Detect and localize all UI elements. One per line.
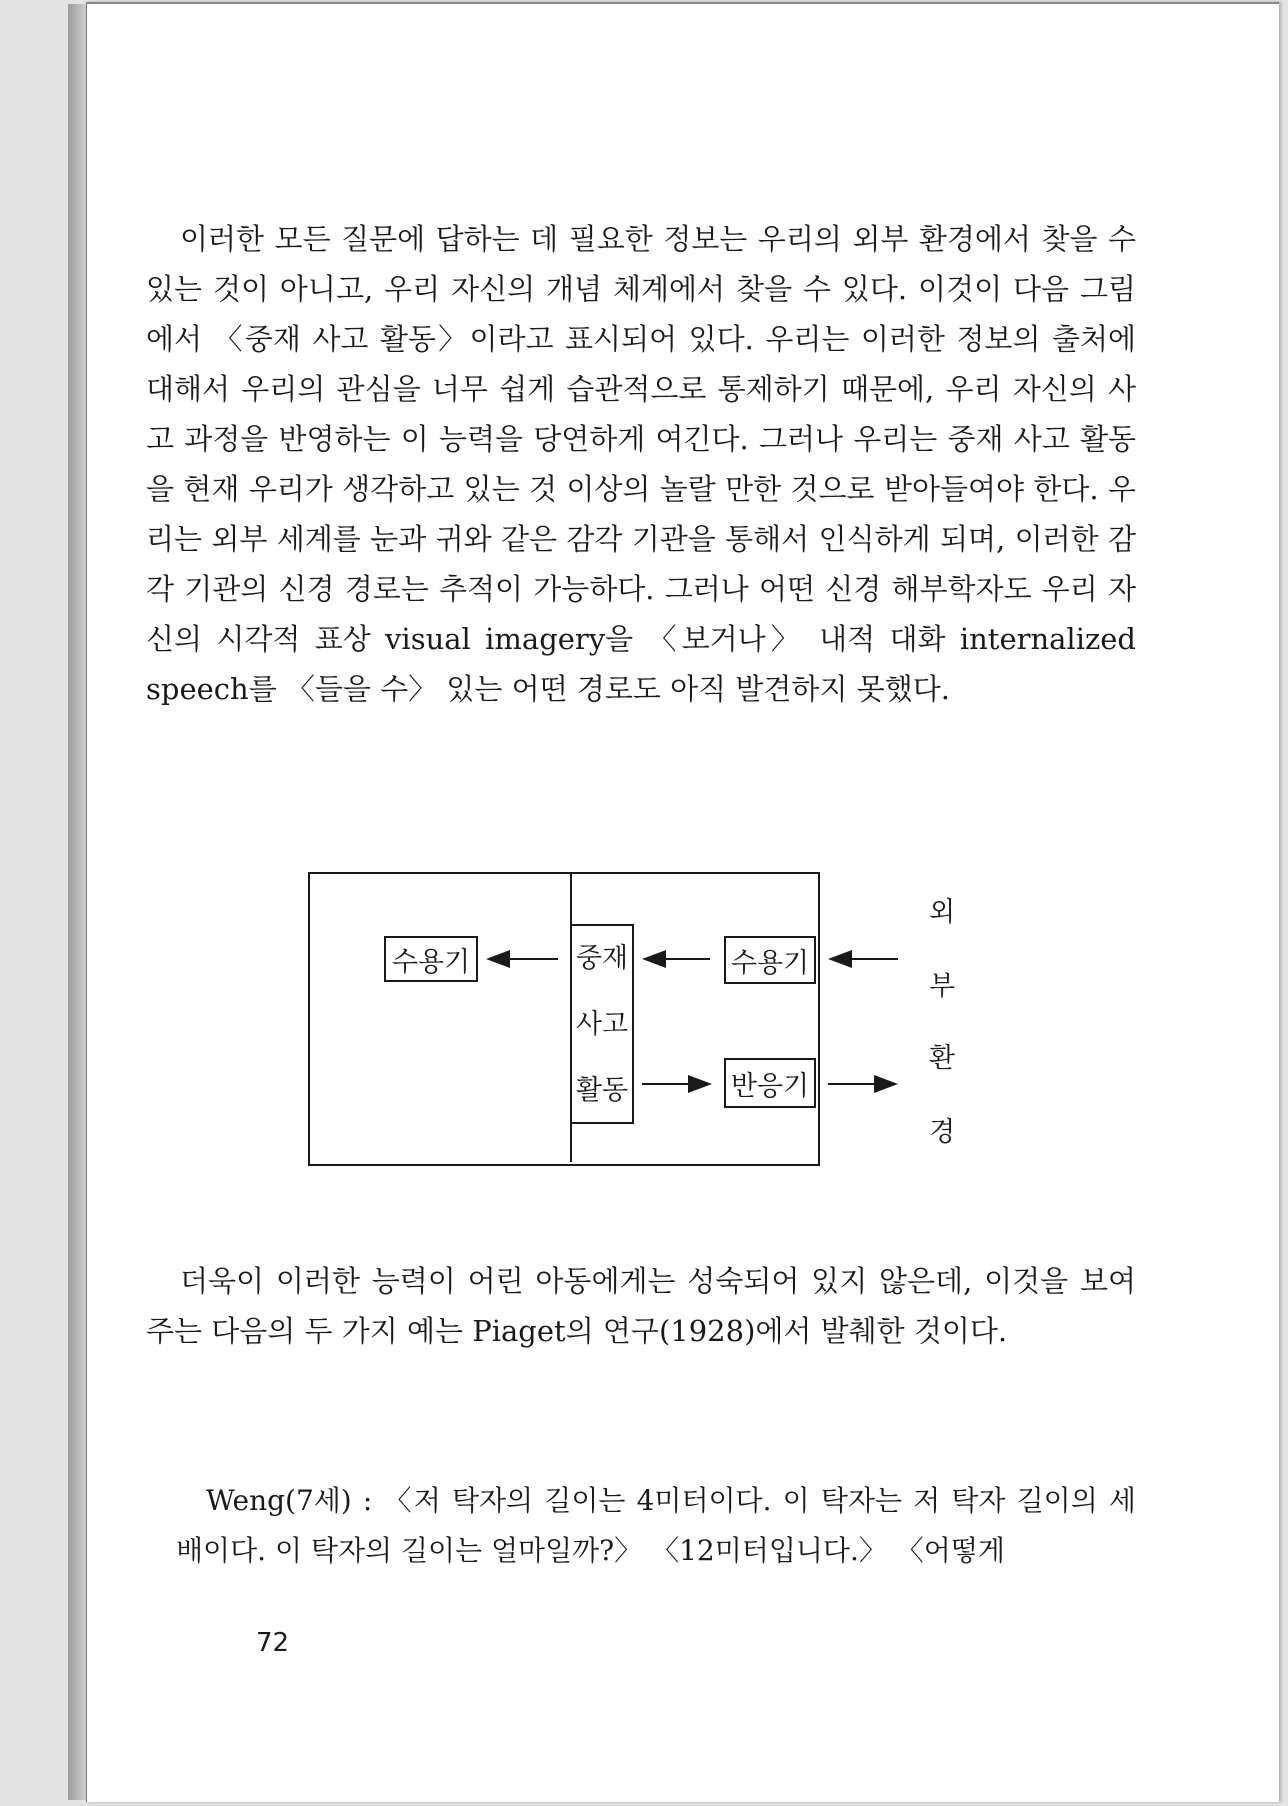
arrow-to-effector xyxy=(642,1074,712,1094)
organism-frame xyxy=(308,872,820,1166)
environment-char-4: 경 xyxy=(928,1117,956,1148)
effector-box xyxy=(724,1058,816,1108)
receptor-left-label: 수용기 xyxy=(391,946,471,978)
page-number: 72 xyxy=(256,1628,290,1658)
paragraph-mediation-intro: 이러한 모든 질문에 답하는 데 필요한 정보는 우리의 외부 환경에서 찾을 수 있는 것이 아니고, 우리 자신의 개념 체계에서 찾을 수 있다. 이것이 다음 그림에서 〈중재 사고 활동〉이라고 표시되어 있다. 우리는 이러한 정보의 출처에 대해서 우리의 관심을 너무 쉽게 습관적으로 통제하기 때문에, 우리 자신의 사고 과정을 반영하는 이 능력을 당연하게 여긴다. 그러나 우리는 중재 사고 활동을 현재 우리가 생각하고 있는 것 이상의 놀랄 만한 것으로 받아들여야 한다. 우리는 외부 세계를 눈과 귀와 같은 감각 기관을 통해서 인식하게 되며, 이러한 감각 기관의 신경 경로는 추적이 가능하다. 그러나 어떤 신경 해부학자도 우리 자신의 시각적 표상 visual imagery을 〈보거나〉 내적 대화 internalized speech를 〈들을 수〉 있는 어떤 경로도 아직 발견하지 못했다. xyxy=(146,222,1136,706)
effector-label: 반응기 xyxy=(730,1070,810,1102)
receptor-box-right xyxy=(724,936,816,984)
environment-char-1: 외 xyxy=(928,897,956,928)
arrow-to-mediation xyxy=(642,949,710,969)
mediation-word-3: 활동 xyxy=(575,1075,629,1106)
receptor-box-left xyxy=(384,936,478,982)
mediation-word-1: 중재 xyxy=(575,943,629,974)
mediational-thinking-diagram xyxy=(210,872,970,1218)
mediation-box xyxy=(570,924,634,1124)
receptor-right-label: 수용기 xyxy=(730,947,810,979)
paragraph-piaget-intro: 더욱이 이러한 능력이 어린 아동에게는 성숙되어 있지 않은데, 이것을 보여주는 다음의 두 가지 예는 Piaget의 연구(1928)에서 발췌한 것이다. xyxy=(146,1264,1136,1348)
environment-char-2: 부 xyxy=(928,971,956,1002)
quote-weng-dialogue: Weng(7세) : 〈저 탁자의 길이는 4미터이다. 이 탁자는 저 탁자 길이의 세 배이다. 이 탁자의 길이는 얼마일까?〉 〈12미터입니다.〉 〈어떻게 xyxy=(176,1484,1136,1567)
mediation-word-2: 사고 xyxy=(575,1009,629,1040)
arrow-to-left-receptor xyxy=(486,949,558,969)
arrow-to-environment xyxy=(828,1074,898,1094)
arrow-from-environment xyxy=(828,949,898,969)
environment-char-3: 환 xyxy=(928,1043,956,1074)
